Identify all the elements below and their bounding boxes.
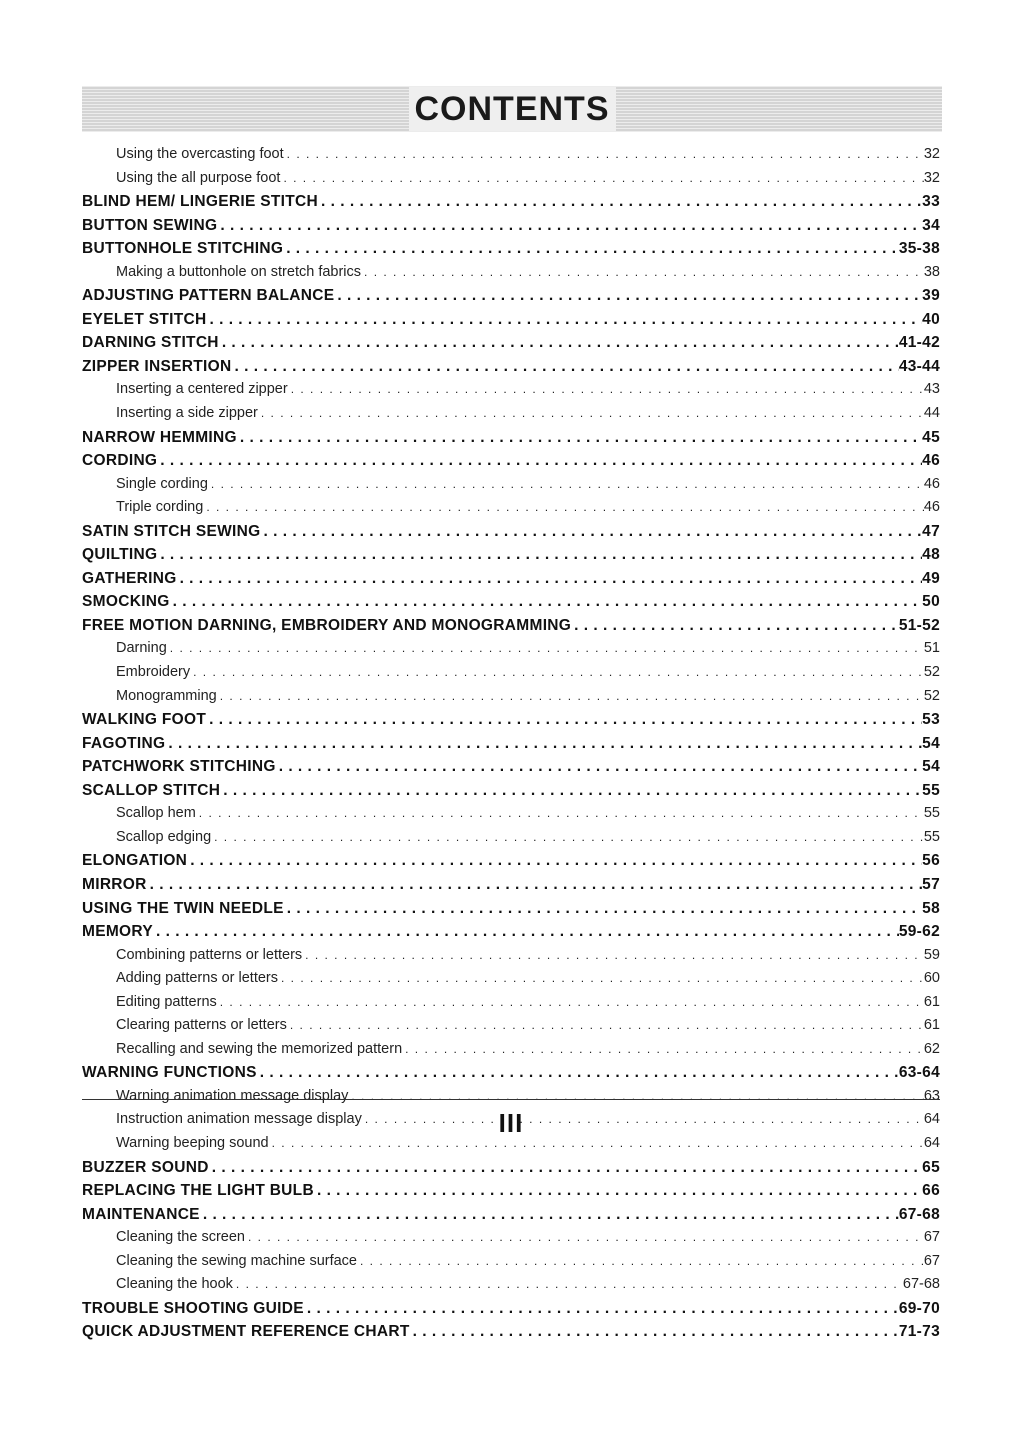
toc-entry-title: CORDING <box>82 452 158 470</box>
toc-entry-title: ELONGATION <box>82 852 188 870</box>
dot-leader <box>258 406 924 420</box>
toc-entry-page: 48 <box>922 546 940 564</box>
toc-entry-page: 50 <box>922 593 940 611</box>
dot-leader <box>284 900 922 918</box>
toc-entry-page: 39 <box>922 287 940 305</box>
toc-subsection-row <box>82 1229 940 1253</box>
dot-leader <box>302 948 924 962</box>
toc-entry-page: 60 <box>923 970 940 987</box>
dot-leader <box>217 689 924 703</box>
toc-entry-title: Inserting a side zipper <box>116 405 258 422</box>
toc-subsection-row <box>82 688 940 712</box>
toc-subsection-row <box>82 947 940 971</box>
toc-entry-title: Cleaning the screen <box>116 1229 245 1246</box>
page-title: CONTENTS <box>409 87 616 131</box>
dot-leader <box>287 1018 924 1032</box>
toc-entry-title: Adding patterns or letters <box>116 970 279 987</box>
dot-leader <box>170 593 923 611</box>
dot-leader <box>206 711 922 729</box>
toc-subsection-row <box>82 664 940 688</box>
dot-leader <box>257 1064 899 1082</box>
toc-entry-title: Cleaning the sewing machine surface <box>116 1252 357 1269</box>
toc-entry-title: REPLACING THE LIGHT BULB <box>82 1182 314 1200</box>
toc-entry-page: 52 <box>923 687 940 704</box>
toc-entry-page: 34 <box>922 216 940 234</box>
toc-entry-page: 62 <box>923 1040 940 1057</box>
toc-entry-page: 33 <box>922 193 940 211</box>
dot-leader <box>233 1277 903 1291</box>
toc-entry-page: 35-38 <box>898 240 940 258</box>
toc-entry-title: Using the overcasting foot <box>116 146 284 162</box>
dot-leader <box>318 193 922 211</box>
toc-section-row <box>82 1159 940 1183</box>
toc-entry-page: 49 <box>922 569 940 587</box>
toc-section-row <box>82 334 940 358</box>
dot-leader <box>357 1254 924 1268</box>
toc-entry-page: 67 <box>923 1229 940 1246</box>
dot-leader <box>219 334 899 352</box>
toc-entry-title: GATHERING <box>82 569 177 587</box>
toc-entry-page: 63-64 <box>898 1064 940 1082</box>
toc-entry-title: Warning animation message display <box>116 1087 349 1104</box>
toc-entry-page: 44 <box>923 405 940 422</box>
toc-entry-title: BUTTONHOLE STITCHING <box>82 240 284 258</box>
toc-entry-page: 61 <box>923 993 940 1010</box>
toc-subsection-row <box>82 1017 940 1041</box>
dot-leader <box>283 240 899 258</box>
dot-leader <box>220 782 922 800</box>
toc-section-row <box>82 523 940 547</box>
toc-entry-title: SCALLOP STITCH <box>82 781 221 799</box>
toc-entry-title: WARNING FUNCTIONS <box>82 1064 257 1082</box>
toc-entry-page: 46 <box>922 452 940 470</box>
toc-section-row <box>82 593 940 617</box>
toc-entry-page: 67-68 <box>902 1276 940 1293</box>
toc-entry-title: SATIN STITCH SEWING <box>82 522 261 540</box>
toc-subsection-row <box>82 994 940 1018</box>
toc-entry-title: Instruction animation message display <box>116 1111 362 1128</box>
toc-section-row <box>82 217 940 241</box>
dot-leader <box>203 500 924 514</box>
dot-leader <box>571 617 899 635</box>
toc-entry-page: 64 <box>923 1134 940 1151</box>
toc-section-row <box>82 1182 940 1206</box>
toc-entry-title: Scallop hem <box>116 805 196 822</box>
toc-entry-page: 58 <box>922 899 940 917</box>
toc-entry-page: 51-52 <box>898 616 940 634</box>
dot-leader <box>187 852 922 870</box>
toc-entry-page: 64 <box>923 1111 940 1128</box>
toc-section-row <box>82 570 940 594</box>
dot-leader <box>334 287 922 305</box>
toc-entry-page: 67 <box>923 1252 940 1269</box>
dot-leader <box>209 1159 922 1177</box>
dot-leader <box>261 523 923 541</box>
toc-entry-title: MEMORY <box>82 923 153 941</box>
page-number: III <box>498 1108 524 1138</box>
toc-entry-title: TROUBLE SHOOTING GUIDE <box>82 1299 304 1317</box>
toc-entry-title: ZIPPER INSERTION <box>82 357 232 375</box>
toc-entry-page: 66 <box>922 1182 940 1200</box>
toc-entry-page: 40 <box>922 310 940 328</box>
toc-subsection-row <box>82 381 940 405</box>
toc-entry-page: 52 <box>923 664 940 681</box>
toc-section-row <box>82 735 940 759</box>
toc-entry-page: 55 <box>923 805 940 822</box>
dot-leader <box>402 1042 924 1056</box>
toc-entry-title: PATCHWORK STITCHING <box>82 758 276 776</box>
toc-entry-page: 46 <box>923 475 940 492</box>
toc-section-row <box>82 1323 940 1347</box>
toc-entry-title: Scallop edging <box>116 828 212 845</box>
toc-entry-title: ADJUSTING PATTERN BALANCE <box>82 287 335 305</box>
toc-subsection-row <box>82 970 940 994</box>
toc-section-row <box>82 452 940 476</box>
toc-section-row <box>82 1064 940 1088</box>
toc-entry-page: 43 <box>923 381 940 398</box>
dot-leader <box>153 923 899 941</box>
contents-banner <box>82 86 942 132</box>
toc-subsection-row <box>82 1041 940 1065</box>
dot-leader <box>165 735 922 753</box>
toc-entry-page: 55 <box>922 781 940 799</box>
toc-subsection-row <box>82 170 940 194</box>
toc-entry-title: Monogramming <box>116 687 217 704</box>
toc-subsection-row <box>82 640 940 664</box>
dot-leader <box>200 1206 899 1224</box>
dot-leader <box>190 665 924 679</box>
toc-entry-title: Combining patterns or letters <box>116 946 303 963</box>
toc-entry-title: Triple cording <box>116 499 204 516</box>
toc-entry-title: FREE MOTION DARNING, EMBROIDERY AND MONOGRAMMING <box>82 616 572 634</box>
toc-entry-page: 55 <box>923 828 940 845</box>
toc-subsection-row <box>82 499 940 523</box>
toc-subsection-row <box>82 1276 940 1300</box>
toc-section-row <box>82 287 940 311</box>
dot-leader <box>410 1323 899 1341</box>
toc-entry-page: 47 <box>922 522 940 540</box>
toc-entry-page: 53 <box>922 711 940 729</box>
toc-entry-title: Cleaning the hook <box>116 1276 233 1293</box>
toc-entry-page: 63 <box>923 1087 940 1104</box>
dot-leader <box>147 876 923 894</box>
dot-leader <box>217 217 922 235</box>
dot-leader <box>237 429 922 447</box>
toc-entry-page: 69-70 <box>898 1299 940 1317</box>
toc-section-row <box>82 782 940 806</box>
toc-section-row <box>82 711 940 735</box>
dot-leader <box>177 570 923 588</box>
toc-entry-title: Single cording <box>116 475 208 492</box>
dot-leader <box>348 1089 923 1103</box>
toc-subsection-row <box>82 476 940 500</box>
dot-leader <box>280 171 923 185</box>
toc-entry-title: FAGOTING <box>82 734 166 752</box>
toc-entry-title: Darning <box>116 640 167 657</box>
toc-entry-page: 54 <box>922 734 940 752</box>
toc-entry-title: QUICK ADJUSTMENT REFERENCE CHART <box>82 1323 410 1341</box>
toc-entry-title: BLIND HEM/ LINGERIE STITCH <box>82 193 318 211</box>
toc-section-row <box>82 193 940 217</box>
dot-leader <box>157 546 922 564</box>
toc-entry-title: Clearing patterns or letters <box>116 1017 287 1034</box>
toc-entry-page: 32 <box>923 146 940 162</box>
dot-leader <box>245 1230 924 1244</box>
toc-section-row <box>82 546 940 570</box>
dot-leader <box>196 806 924 820</box>
toc-entry-page: 54 <box>922 758 940 776</box>
toc-entry-page: 65 <box>922 1158 940 1176</box>
dot-leader <box>304 1300 899 1318</box>
toc-entry-page: 67-68 <box>898 1205 940 1223</box>
toc-entry-page: 61 <box>923 1017 940 1034</box>
dot-leader <box>276 758 922 776</box>
toc-entry-title: Recalling and sewing the memorized pattern <box>116 1040 403 1057</box>
dot-leader <box>157 452 922 470</box>
toc-entry-page: 32 <box>923 169 940 186</box>
dot-leader <box>284 147 924 161</box>
toc-entry-page: 57 <box>922 875 940 893</box>
dot-leader <box>288 382 924 396</box>
toc-entry-title: QUILTING <box>82 546 158 564</box>
toc-section-row <box>82 429 940 453</box>
toc-entry-title: Editing patterns <box>116 993 217 1010</box>
toc-section-row <box>82 852 940 876</box>
toc-entry-page: 56 <box>922 852 940 870</box>
toc-subsection-row <box>82 1253 940 1277</box>
toc-entry-page: 43-44 <box>898 357 940 375</box>
dot-leader <box>314 1182 922 1200</box>
toc-entry-page: 45 <box>922 428 940 446</box>
toc-subsection-row <box>82 805 940 829</box>
toc-subsection-row <box>82 829 940 853</box>
toc-entry-title: MAINTENANCE <box>82 1205 200 1223</box>
toc-section-row <box>82 900 940 924</box>
dot-leader <box>208 477 924 491</box>
toc-entry-title: WALKING FOOT <box>82 711 207 729</box>
dot-leader <box>278 971 924 985</box>
toc-section-row <box>82 923 940 947</box>
toc-subsection-row <box>82 264 940 288</box>
toc-entry-page: 38 <box>923 263 940 280</box>
toc-subsection-row <box>82 146 940 170</box>
toc-entry-title: Making a buttonhole on stretch fabrics <box>116 263 362 280</box>
toc-entry-page: 41-42 <box>898 334 940 352</box>
toc-section-row <box>82 240 940 264</box>
toc-entry-page: 71-73 <box>898 1323 940 1341</box>
toc-subsection-row <box>82 405 940 429</box>
dot-leader <box>211 830 924 844</box>
toc-entry-page: 59-62 <box>898 923 940 941</box>
toc-entry-title: Inserting a centered zipper <box>116 381 288 398</box>
toc-entry-title: Embroidery <box>116 664 191 681</box>
toc-section-row <box>82 1206 940 1230</box>
table-of-contents <box>82 146 940 1347</box>
toc-entry-page: 59 <box>923 946 940 963</box>
toc-section-row <box>82 1300 940 1324</box>
toc-entry-title: BUTTON SEWING <box>82 216 218 234</box>
footer-rule <box>82 1099 940 1100</box>
toc-entry-page: 51 <box>923 640 940 657</box>
toc-entry-title: EYELET STITCH <box>82 310 207 328</box>
dot-leader <box>206 311 922 329</box>
toc-section-row <box>82 617 940 641</box>
toc-entry-title: USING THE TWIN NEEDLE <box>82 899 284 917</box>
toc-entry-title: BUZZER SOUND <box>82 1158 209 1176</box>
toc-section-row <box>82 311 940 335</box>
toc-entry-title: NARROW HEMMING <box>82 428 237 446</box>
toc-section-row <box>82 358 940 382</box>
dot-leader <box>361 265 924 279</box>
toc-entry-title: DARNING STITCH <box>82 334 219 352</box>
dot-leader <box>167 641 924 655</box>
toc-entry-title: Warning beeping sound <box>116 1134 269 1151</box>
toc-section-row <box>82 876 940 900</box>
toc-section-row <box>82 758 940 782</box>
dot-leader <box>231 358 898 376</box>
toc-entry-page: 46 <box>923 499 940 516</box>
dot-leader <box>217 995 924 1009</box>
toc-entry-title: MIRROR <box>82 875 147 893</box>
toc-entry-title: Using the all purpose foot <box>116 169 281 186</box>
toc-entry-title: SMOCKING <box>82 593 170 611</box>
